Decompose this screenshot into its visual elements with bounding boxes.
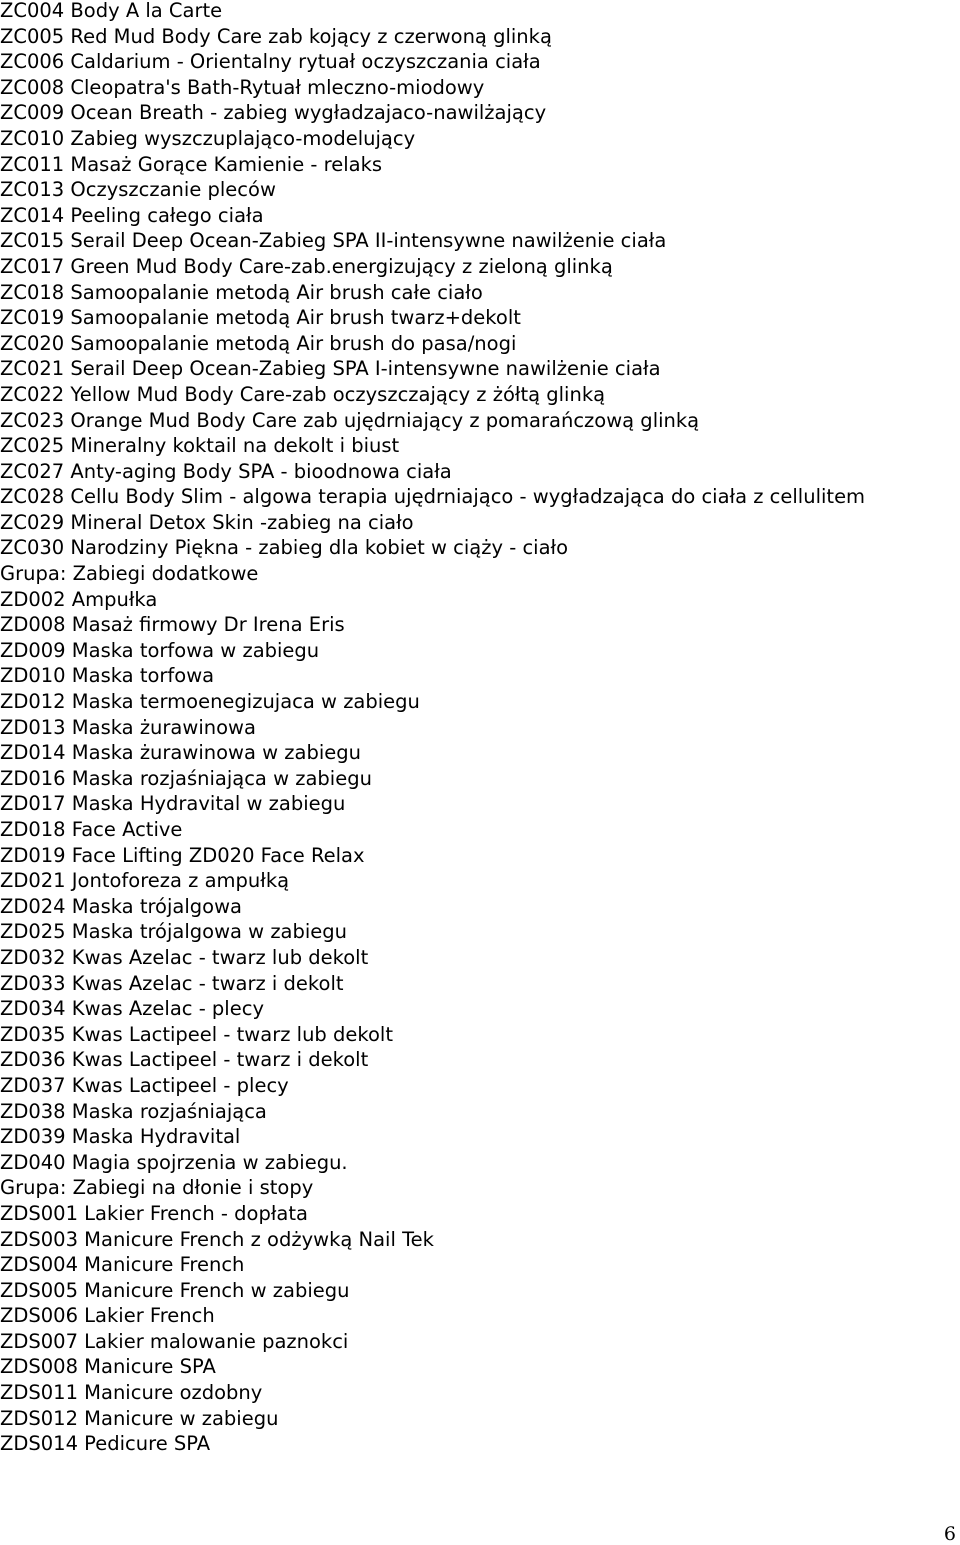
document-line: ZC027 Anty-aging Body SPA - bioodnowa ciała xyxy=(0,460,452,483)
document-line: ZD038 Maska rozjaśniająca xyxy=(0,1100,267,1123)
document-line: ZD036 Kwas Lactipeel - twarz i dekolt xyxy=(0,1049,369,1072)
document-line: ZD013 Maska żurawinowa xyxy=(0,716,256,739)
document-line: ZD012 Maska termoenegizujaca w zabiegu xyxy=(0,691,420,714)
document-line: ZC028 Cellu Body Slim - algowa terapia ujędrniająco - wygładzająca do ciała z cellulitem xyxy=(0,486,866,509)
document-line: ZDS007 Lakier malowanie paznokci xyxy=(0,1330,349,1353)
document-line: ZDS008 Manicure SPA xyxy=(0,1356,216,1379)
document-line: Grupa: Zabiegi na dłonie i stopy xyxy=(0,1177,314,1200)
document-line: ZD019 Face Lifting ZD020 Face Relax xyxy=(0,844,365,867)
page-number: 6 xyxy=(943,1523,956,1545)
document-line: ZDS012 Manicure w zabiegu xyxy=(0,1407,279,1430)
document-line: ZC022 Yellow Mud Body Care-zab oczyszczający z żółtą glinką xyxy=(0,383,606,406)
document-line: ZC017 Green Mud Body Care-zab.energizujący z zieloną glinką xyxy=(0,255,613,278)
document-line: ZC029 Mineral Detox Skin -zabieg na ciało xyxy=(0,511,414,534)
document-line: ZD035 Kwas Lactipeel - twarz lub dekolt xyxy=(0,1023,393,1046)
document-line: ZD002 Ampułka xyxy=(0,588,158,611)
document-line: ZDS014 Pedicure SPA xyxy=(0,1433,211,1456)
document-line: ZC005 Red Mud Body Care zab kojący z czerwoną glinką xyxy=(0,25,552,48)
document-line: ZC014 Peeling całego ciała xyxy=(0,204,264,227)
document-line: ZDS011 Manicure ozdobny xyxy=(0,1382,263,1405)
document-line: ZC015 Serail Deep Ocean-Zabieg SPA II-intensywne nawilżenie ciała xyxy=(0,230,667,253)
document-line: ZC010 Zabieg wyszczuplająco-modelujący xyxy=(0,127,416,150)
document-line: ZC025 Mineralny koktail na dekolt i biust xyxy=(0,435,400,458)
document-line: ZC020 Samoopalanie metodą Air brush do pasa/nogi xyxy=(0,332,517,355)
document-line: ZDS006 Lakier French xyxy=(0,1305,215,1328)
document-line: ZDS004 Manicure French xyxy=(0,1254,245,1277)
document-line: ZD040 Magia spojrzenia w zabiegu. xyxy=(0,1151,348,1174)
document-line: ZDS001 Lakier French - dopłata xyxy=(0,1202,308,1225)
document-line: ZD024 Maska trójalgowa xyxy=(0,895,242,918)
document-line: ZD014 Maska żurawinowa w zabiegu xyxy=(0,742,361,765)
document-line: ZD009 Maska torfowa w zabiegu xyxy=(0,639,320,662)
document-line: ZD016 Maska rozjaśniająca w zabiegu xyxy=(0,767,372,790)
document-line: ZD034 Kwas Azelac - plecy xyxy=(0,998,264,1021)
document-line: ZC009 Ocean Breath - zabieg wygładzajaco-nawilżający xyxy=(0,102,547,125)
document-line: ZC011 Masaż Gorące Kamienie - relaks xyxy=(0,153,383,176)
document-line: ZD010 Maska torfowa xyxy=(0,665,215,688)
document-line: ZD018 Face Active xyxy=(0,819,183,841)
document-line: ZDS003 Manicure French z odżywką Nail Tek xyxy=(0,1228,434,1251)
document-line: ZC004 Body A la Carte xyxy=(0,0,223,22)
document-line: ZC023 Orange Mud Body Care zab ujędrniający z pomarańczową glinką xyxy=(0,409,700,432)
document-line: ZC008 Cleopatra's Bath-Rytuał mleczno-miodowy xyxy=(0,76,485,99)
document-line: ZC013 Oczyszczanie pleców xyxy=(0,179,276,202)
document-line: ZD008 Masaż firmowy Dr Irena Eris xyxy=(0,614,345,637)
document-line: ZC030 Narodziny Piękna - zabieg dla kobiet w ciąży - ciało xyxy=(0,537,569,560)
document-line: ZD032 Kwas Azelac - twarz lub dekolt xyxy=(0,946,369,969)
document-line: ZC018 Samoopalanie metodą Air brush całe ciało xyxy=(0,281,483,304)
document-line: ZC006 Caldarium - Orientalny rytuał oczyszczania ciała xyxy=(0,51,541,74)
document-line: ZD039 Maska Hydravital xyxy=(0,1126,241,1149)
document-line: Grupa: Zabiegi dodatkowe xyxy=(0,563,259,586)
document-line: ZD033 Kwas Azelac - twarz i dekolt xyxy=(0,972,344,995)
document-line: ZD021 Jontoforeza z ampułką xyxy=(0,870,290,893)
document-line: ZD017 Maska Hydravital w zabiegu xyxy=(0,793,346,816)
document-line: ZC021 Serail Deep Ocean-Zabieg SPA I-intensywne nawilżenie ciała xyxy=(0,358,661,381)
document-line: ZD037 Kwas Lactipeel - plecy xyxy=(0,1074,289,1097)
document-line: ZC019 Samoopalanie metodą Air brush twarz+dekolt xyxy=(0,307,521,330)
document-line: ZDS005 Manicure French w zabiegu xyxy=(0,1279,350,1302)
document-line: ZD025 Maska trójalgowa w zabiegu xyxy=(0,921,348,944)
